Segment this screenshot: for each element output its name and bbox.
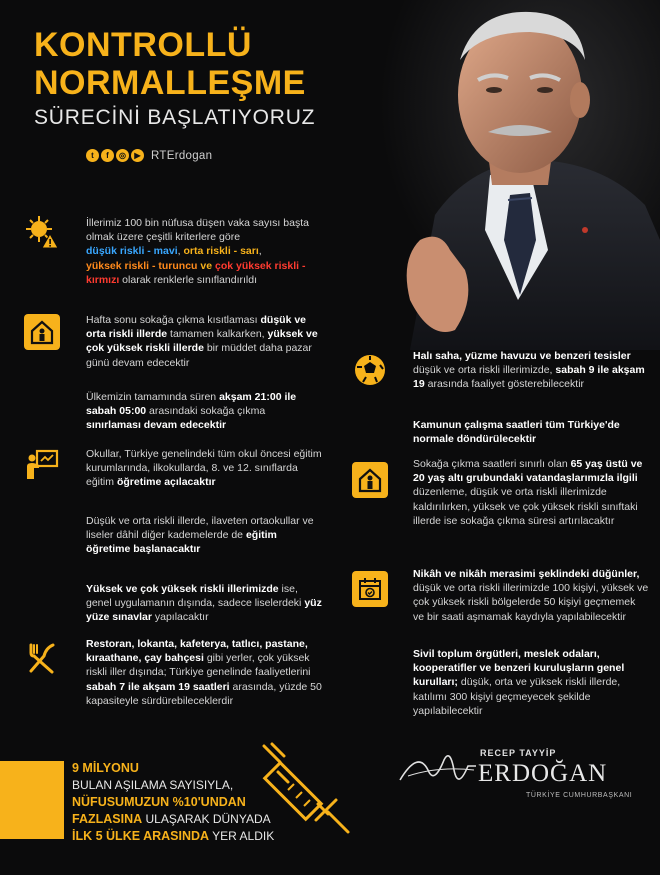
signature-role: TÜRKİYE CUMHURBAŞKANI	[526, 792, 633, 799]
b2-strong-2: yüksek ve çok yüksek riskli illerde	[86, 328, 318, 355]
accent-block	[0, 761, 64, 839]
portrait-image	[380, 0, 660, 350]
bottom-line-3: NÜFUSUMUZUN %10'UNDAN	[72, 795, 246, 809]
b2-text: Hafta sonu sokağa çıkma kısıtlaması	[86, 314, 261, 326]
ball-icon	[352, 352, 388, 388]
b2-text-2: tamamen kalkarken,	[167, 328, 268, 341]
bottom-line-5a: İLK 5 ÜLKE ARASINDA	[72, 829, 210, 843]
right-block-1b	[413, 418, 649, 446]
right-block-3	[413, 567, 649, 624]
b1-blue-risk: düşük riskli - mavi	[86, 245, 178, 258]
r3-text: düşük ve orta riskli illerimizde 100 kişiyi, yüksek ve çok yüksek riskli bölgelerde 50 kişiyi geçmemek ve bir saati aşmamak kaydıyla yapılabilecektir	[413, 582, 649, 623]
r1-strong: Halı saha, yüzme havuzu ve benzeri tesisler	[413, 350, 631, 362]
b1-text-end: olarak renklerle sınıflandırıldı	[119, 273, 257, 286]
b3b-strong: eğitim öğretime başlanacaktır	[86, 529, 277, 556]
b2b-strong-2: sınırlaması devam edecektir	[86, 419, 227, 432]
b3c-text-2: yapılacaktır	[151, 611, 209, 624]
youtube-icon[interactable]: ▶	[131, 149, 144, 162]
facebook-icon[interactable]: f	[101, 149, 114, 162]
b1-orange-risk: yüksek riskli - turuncu	[86, 259, 198, 272]
bottom-line-5b: YER ALDIK	[209, 829, 275, 843]
left-block-3c	[86, 582, 326, 625]
b4-text-2: arasında, yüzde 50 kapasiteyle sürdürebileceklerdir	[86, 680, 322, 707]
b3c-strong-2: yüz yüze sınavlar	[86, 597, 322, 624]
b3c-text: ise, genel uygulamanın dışında, sadece liselerdeki	[86, 583, 305, 610]
b2b-strong: akşam 21:00 ile sabah 05:00	[86, 391, 297, 418]
r2-strong: 65 yaş üstü ve 20 yaş altı grubundaki vatandaşlarımızla ilgili	[413, 458, 643, 485]
b4-strong-2: sabah 7 ile akşam 19 saatleri	[86, 680, 230, 693]
b1-and: ve	[197, 259, 215, 272]
twitter-icon[interactable]: t	[86, 149, 99, 162]
b2-strong-1: düşük ve orta riskli illerde	[86, 314, 307, 341]
left-block-3b	[86, 514, 322, 557]
b1-text: İllerimiz 100 bin nüfusa düşen vaka sayısı başta olmak üzere çeşitli kriterlere göre	[86, 217, 309, 244]
syringe-icon	[258, 742, 358, 838]
bottom-line-4a: FAZLASINA	[72, 812, 143, 826]
b3c-strong: Yüksek ve çok yüksek riskli illerimizde	[86, 583, 279, 595]
teacher-board-icon	[24, 447, 60, 483]
subtitle: SÜRECİNİ BAŞLATIYORUZ	[34, 106, 316, 129]
b1-sep2: ,	[258, 245, 262, 258]
r2-text-2: düzenleme, düşük ve orta riskli illerimizde kaldırılırken, yüksek ve çok yüksek riskli sınıftaki illerde ise sokağa çıkma süresi artırılacaktır	[413, 486, 638, 527]
b1-sep: ,	[177, 245, 184, 258]
stay-home-icon	[24, 314, 60, 350]
left-block-1	[86, 216, 326, 287]
r2-text: Sokağa çıkma saatleri sınırlı olan	[413, 458, 571, 470]
left-block-2b	[86, 390, 322, 433]
r3b-strong: Sivil toplum örgütleri, meslek odaları, kooperatifler ve benzeri kuruluşların genel kurulları;	[413, 648, 625, 689]
r1-text: düşük ve orta riskli illerimizde,	[413, 364, 556, 377]
calendar-check-icon	[352, 571, 388, 607]
b1-yellow-risk: orta riskli - sarı	[183, 245, 259, 258]
b1-red-risk: çok yüksek riskli - kırmızı	[86, 259, 306, 286]
b4-text: gibi yerler, çok yüksek riskli iller dışında; Türkiye genelinde faaliyetlerini	[86, 652, 311, 679]
bottom-line-1: 9 MİLYONU	[72, 761, 139, 775]
left-block-3	[86, 447, 322, 490]
virus-warning-icon	[24, 214, 60, 250]
right-block-3b	[413, 647, 649, 718]
vaccination-statement	[72, 760, 274, 845]
right-block-1	[413, 349, 649, 392]
right-block-2	[413, 457, 649, 528]
b3-strong: öğretime açılacaktır	[116, 476, 216, 489]
r3-strong: Nikâh ve nikâh merasimi şeklindeki düğünler,	[413, 568, 640, 580]
left-block-2	[86, 313, 322, 370]
restaurant-icon	[24, 640, 60, 676]
b3-text: Okullar, Türkiye genelindeki tüm okul öncesi eğitim kurumlarında, ilkokullarda, 8. ve 12. sınıflarda eğitim	[86, 448, 322, 489]
signature-first-name: RECEP TAYYİP	[480, 748, 557, 758]
b2b-text: Ülkemizin tamamında süren	[86, 391, 220, 403]
social-handle[interactable]: RTErdogan	[151, 149, 213, 162]
r1-strong-2: sabah 9 ile akşam 19	[413, 364, 645, 391]
r3b-text: düşük, orta ve yüksek riskli illerde, katılımı 300 kişiyi geçmeyecek şekilde yapılabilecektir	[413, 676, 621, 717]
social-bar	[86, 149, 212, 162]
r1-text-2: arasında faaliyet gösterebilecektir	[424, 378, 585, 391]
title-line-1: KONTROLLÜ	[34, 26, 252, 64]
b2-text-3: bir müddet daha pazar günü devam edecektir	[86, 342, 312, 369]
signature-last-name: ERDOĞAN	[478, 760, 608, 787]
b2b-text-2: arasındaki sokağa çıkma	[146, 405, 266, 418]
r1b-strong: Kamunun çalışma saatleri tüm Türkiye'de normale döndürülecektir	[413, 419, 620, 446]
elderly-home-icon	[352, 462, 388, 498]
left-block-4	[86, 637, 326, 708]
instagram-icon[interactable]: ◎	[116, 149, 129, 162]
bottom-line-2: BULAN AŞILAMA SAYISIYLA,	[72, 778, 234, 792]
bottom-line-4b: ULAŞARAK DÜNYADA	[142, 812, 271, 826]
b3b-text: Düşük ve orta riskli illerde, ilaveten ortaokullar ve liseler dâhil diğer kademelerde de	[86, 515, 314, 542]
b4-strong: Restoran, lokanta, kafeterya, tatlıcı, pastane, kıraathane, çay bahçesi	[86, 638, 308, 665]
title-line-2: NORMALLEŞME	[34, 64, 306, 102]
